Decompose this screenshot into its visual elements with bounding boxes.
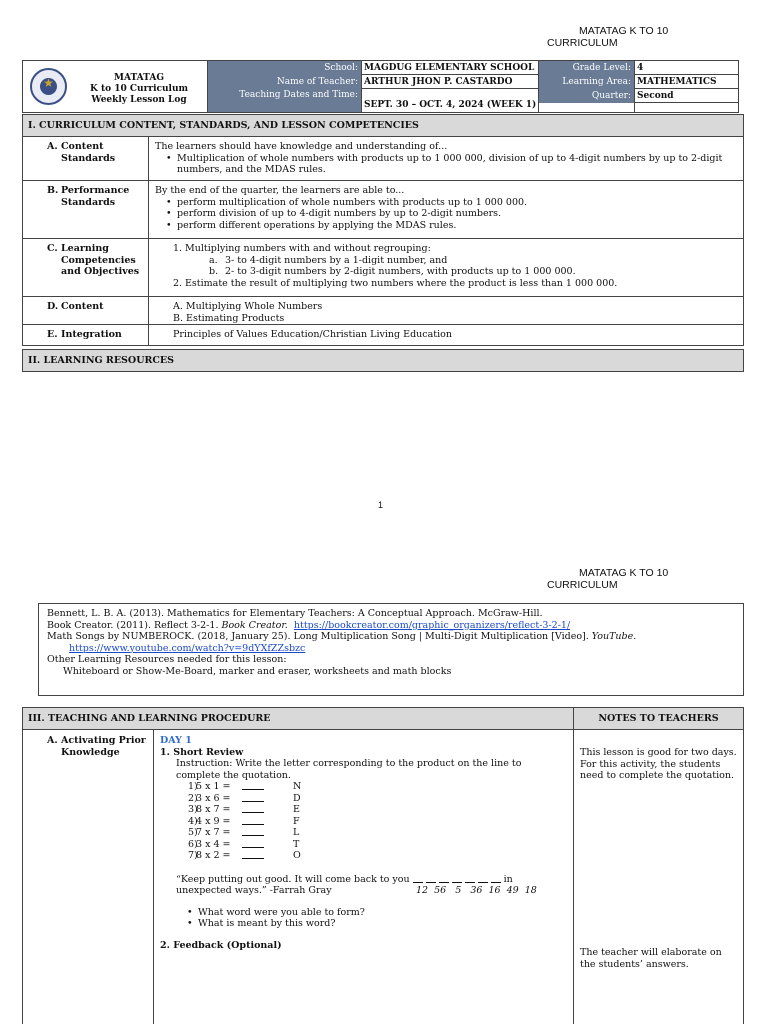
dates-value: SEPT. 30 – OCT. 4, 2024 (WEEK 1) xyxy=(364,100,537,110)
performance-standards-intro: By the end of the quarter, the learners are able to... xyxy=(155,185,405,196)
school-label: School: xyxy=(208,61,361,75)
content-standards-bullet: • Multiplication of whole numbers with products up to 1 000 000, division of up to 4-digit numbers by up to 2-digit numbers, and the MDAS rules. xyxy=(155,153,737,176)
quarter-label: Quarter: xyxy=(538,89,634,103)
competency-sub-b: b. 2- to 3-digit numbers by 2-digit numbers, with products up to 1 000 000. xyxy=(209,266,576,277)
other-resources-label: Other Learning Resources needed for this lesson: xyxy=(47,654,287,665)
activating-knowledge-label: Activating Prior Knowledge xyxy=(61,735,146,758)
performance-standards-label: Performance Standards xyxy=(61,185,130,208)
log-title: MATATAG K to 10 Curriculum Weekly Lesson Log xyxy=(89,73,189,105)
answer-blank[interactable] xyxy=(242,850,264,859)
competency-item-1: 1. Multiplying numbers with and without regrouping: xyxy=(173,243,431,254)
question-item: 1) 5 x 1 = N xyxy=(188,781,302,792)
question-item: 7) 8 x 2 = O xyxy=(188,850,301,861)
quotation-line-2: unexpected ways.” -Farrah Gray 12 56 5 36 16 49 18 xyxy=(176,885,537,896)
question-item: 2) 3 x 6 = D xyxy=(188,792,301,804)
answer-blank[interactable] xyxy=(242,781,264,790)
question-item: 4) 4 x 9 = F xyxy=(188,815,300,827)
reference-2: Book Creator. (2011). Reflect 3-2-1. Book Creator. https://bookcreator.com/graphic_organizers/reflect-3-2-1/ xyxy=(47,619,571,631)
content-standards-intro: The learners should have knowledge and understanding of... xyxy=(155,141,448,152)
page-header-2 xyxy=(547,37,618,49)
header-line-2: CURRICULUM xyxy=(547,37,618,49)
activating-knowledge-cell: A. Activating Prior Knowledge xyxy=(23,730,154,1024)
day-label: DAY 1 xyxy=(160,735,192,746)
section-2-title: II. LEARNING RESOURCES xyxy=(28,355,175,366)
answer-blank[interactable] xyxy=(242,816,264,825)
answer-blank[interactable] xyxy=(242,827,264,836)
header-line-1: MATATAG K TO 10 xyxy=(579,25,669,37)
integration-label: Integration xyxy=(61,329,122,340)
page-2-header-2: CURRICULUM xyxy=(547,579,618,591)
followup-question: • What is meant by this word? xyxy=(176,918,567,930)
reference-1: Bennett, L. B. A. (2013). Mathematics for Elementary Teachers: A Conceptual Approach. McGraw-Hill. xyxy=(47,608,543,619)
resources-box xyxy=(38,603,744,696)
page-2-header: MATATAG K TO 10 xyxy=(579,567,669,579)
area-label: Learning Area: xyxy=(538,75,634,89)
performance-bullet: • perform multiplication of whole numbers with products up to 1 000 000. xyxy=(155,197,737,209)
short-review-title: 1. Short Review xyxy=(160,746,244,758)
page-number: 1 xyxy=(378,500,384,510)
other-resources-items: Whiteboard or Show-Me-Board, marker and eraser, worksheets and math blocks xyxy=(63,665,452,677)
school-value: MAGDUG ELEMENTARY SCHOOL xyxy=(361,61,538,75)
notes-cell xyxy=(574,730,743,1024)
integration-text: Principles of Values Education/Christian Living Education xyxy=(173,329,452,340)
section-1-title: I. CURRICULUM CONTENT, STANDARDS, AND LESSON COMPETENCIES xyxy=(23,115,743,137)
logo-cell xyxy=(23,61,208,112)
content-label: Content xyxy=(61,301,104,312)
instruction-text: Instruction: Write the letter corresponding to the product on the line to complete the quotation. xyxy=(176,758,522,781)
competency-item-2: 2. Estimate the result of multiplying two numbers where the product is less than 1 000 000. xyxy=(173,277,618,289)
grade-label: Grade Level: xyxy=(538,61,634,75)
quote-numbers: 12 56 5 36 16 49 18 xyxy=(416,885,537,896)
performance-bullet: • perform division of up to 4-digit numbers by up to 2-digit numbers. xyxy=(155,208,737,220)
dates-label: Teaching Dates and Time: xyxy=(208,89,361,112)
content-row: D. Content A. Multiplying Whole Numbers B. Estimating Products xyxy=(23,297,743,325)
quarter-value: Second xyxy=(634,89,738,103)
content-item: B. Estimating Products xyxy=(173,312,285,324)
reference-2-link[interactable]: https://bookcreator.com/graphic_organizers/reflect-3-2-1/ xyxy=(293,619,571,631)
feedback-title: 2. Feedback (Optional) xyxy=(160,939,282,951)
grade-value: 4 xyxy=(634,61,738,75)
question-item: 5) 7 x 7 = L xyxy=(188,827,300,838)
question-list xyxy=(160,781,567,862)
question-item: 6) 3 x 4 = T xyxy=(188,838,300,850)
answer-blank[interactable] xyxy=(242,804,264,813)
procedure-table xyxy=(22,707,744,1024)
reference-3-link[interactable]: https://www.youtube.com/watch?v=9dYXfZZsbzc xyxy=(69,642,306,654)
content-standards-row: A. Content Standards The learners should have knowledge and understanding of... • Multiplication of whole numbers with products up to 1 000 000, division of up to 4-digit numbers by up to 2-digit numbers, and the MDAS rules. xyxy=(23,137,743,181)
activity-content xyxy=(154,730,574,1024)
quotation: “Keep putting out good. It will come back to you in xyxy=(176,873,513,885)
section-3-title: III. TEACHING AND LEARNING PROCEDURE xyxy=(23,708,574,730)
lesson-info-table xyxy=(22,60,739,113)
followup-question: • What word were you able to form? xyxy=(176,907,567,919)
question-item: 3) 8 x 7 = E xyxy=(188,804,300,815)
reference-3: Math Songs by NUMBEROCK. (2018, January 25). Long Multiplication Song | Multi-Digit Multiplication [Video]. YouTube. xyxy=(47,631,637,642)
deped-seal-icon: ★ xyxy=(30,68,67,105)
teacher-label: Name of Teacher: xyxy=(208,75,361,89)
learning-resources-header xyxy=(22,349,744,372)
teacher-note-1: This lesson is good for two days. For this activity, the students need to complete the quotation. xyxy=(580,747,737,781)
content-standards-label: Content Standards xyxy=(61,141,116,164)
answer-blank[interactable] xyxy=(242,839,264,848)
competency-sub-a: a. 3- to 4-digit numbers by a 1-digit number, and xyxy=(209,254,448,266)
teacher-note-2: The teacher will elaborate on the students’ answers. xyxy=(580,947,722,970)
integration-row: E. Integration Principles of Values Education/Christian Living Education xyxy=(23,325,743,345)
page-header xyxy=(579,25,668,37)
curriculum-section xyxy=(22,114,744,346)
competencies-label: Learning Competencies and Objectives xyxy=(61,243,140,277)
competencies-row: C. Learning Competencies and Objectives 1. Multiplying numbers with and without regrouping: a. 3- to 4-digit numbers by a 1-digit number, and b. 2- to 3-digit numbers by 2-digit numbers, with products up to 1 000 000. 2. Estimate the result of multiplying two numbers where the product is less than 1 000 000. xyxy=(23,239,743,297)
area-value: MATHEMATICS xyxy=(634,75,738,89)
teacher-value: ARTHUR JHON P. CASTARDO xyxy=(361,75,538,89)
performance-standards-row: B. Performance Standards By the end of the quarter, the learners are able to... • perform multiplication of whole numbers with products up to 1 000 000. • perform division of up to 4-digit numbers by up to 2-digit numbers. • perform different operations by applying the MDAS rules. xyxy=(23,181,743,239)
performance-bullet: • perform different operations by applying the MDAS rules. xyxy=(155,220,737,232)
answer-blank[interactable] xyxy=(242,793,264,802)
content-item: A. Multiplying Whole Numbers xyxy=(173,301,323,312)
notes-title: NOTES TO TEACHERS xyxy=(574,708,743,730)
